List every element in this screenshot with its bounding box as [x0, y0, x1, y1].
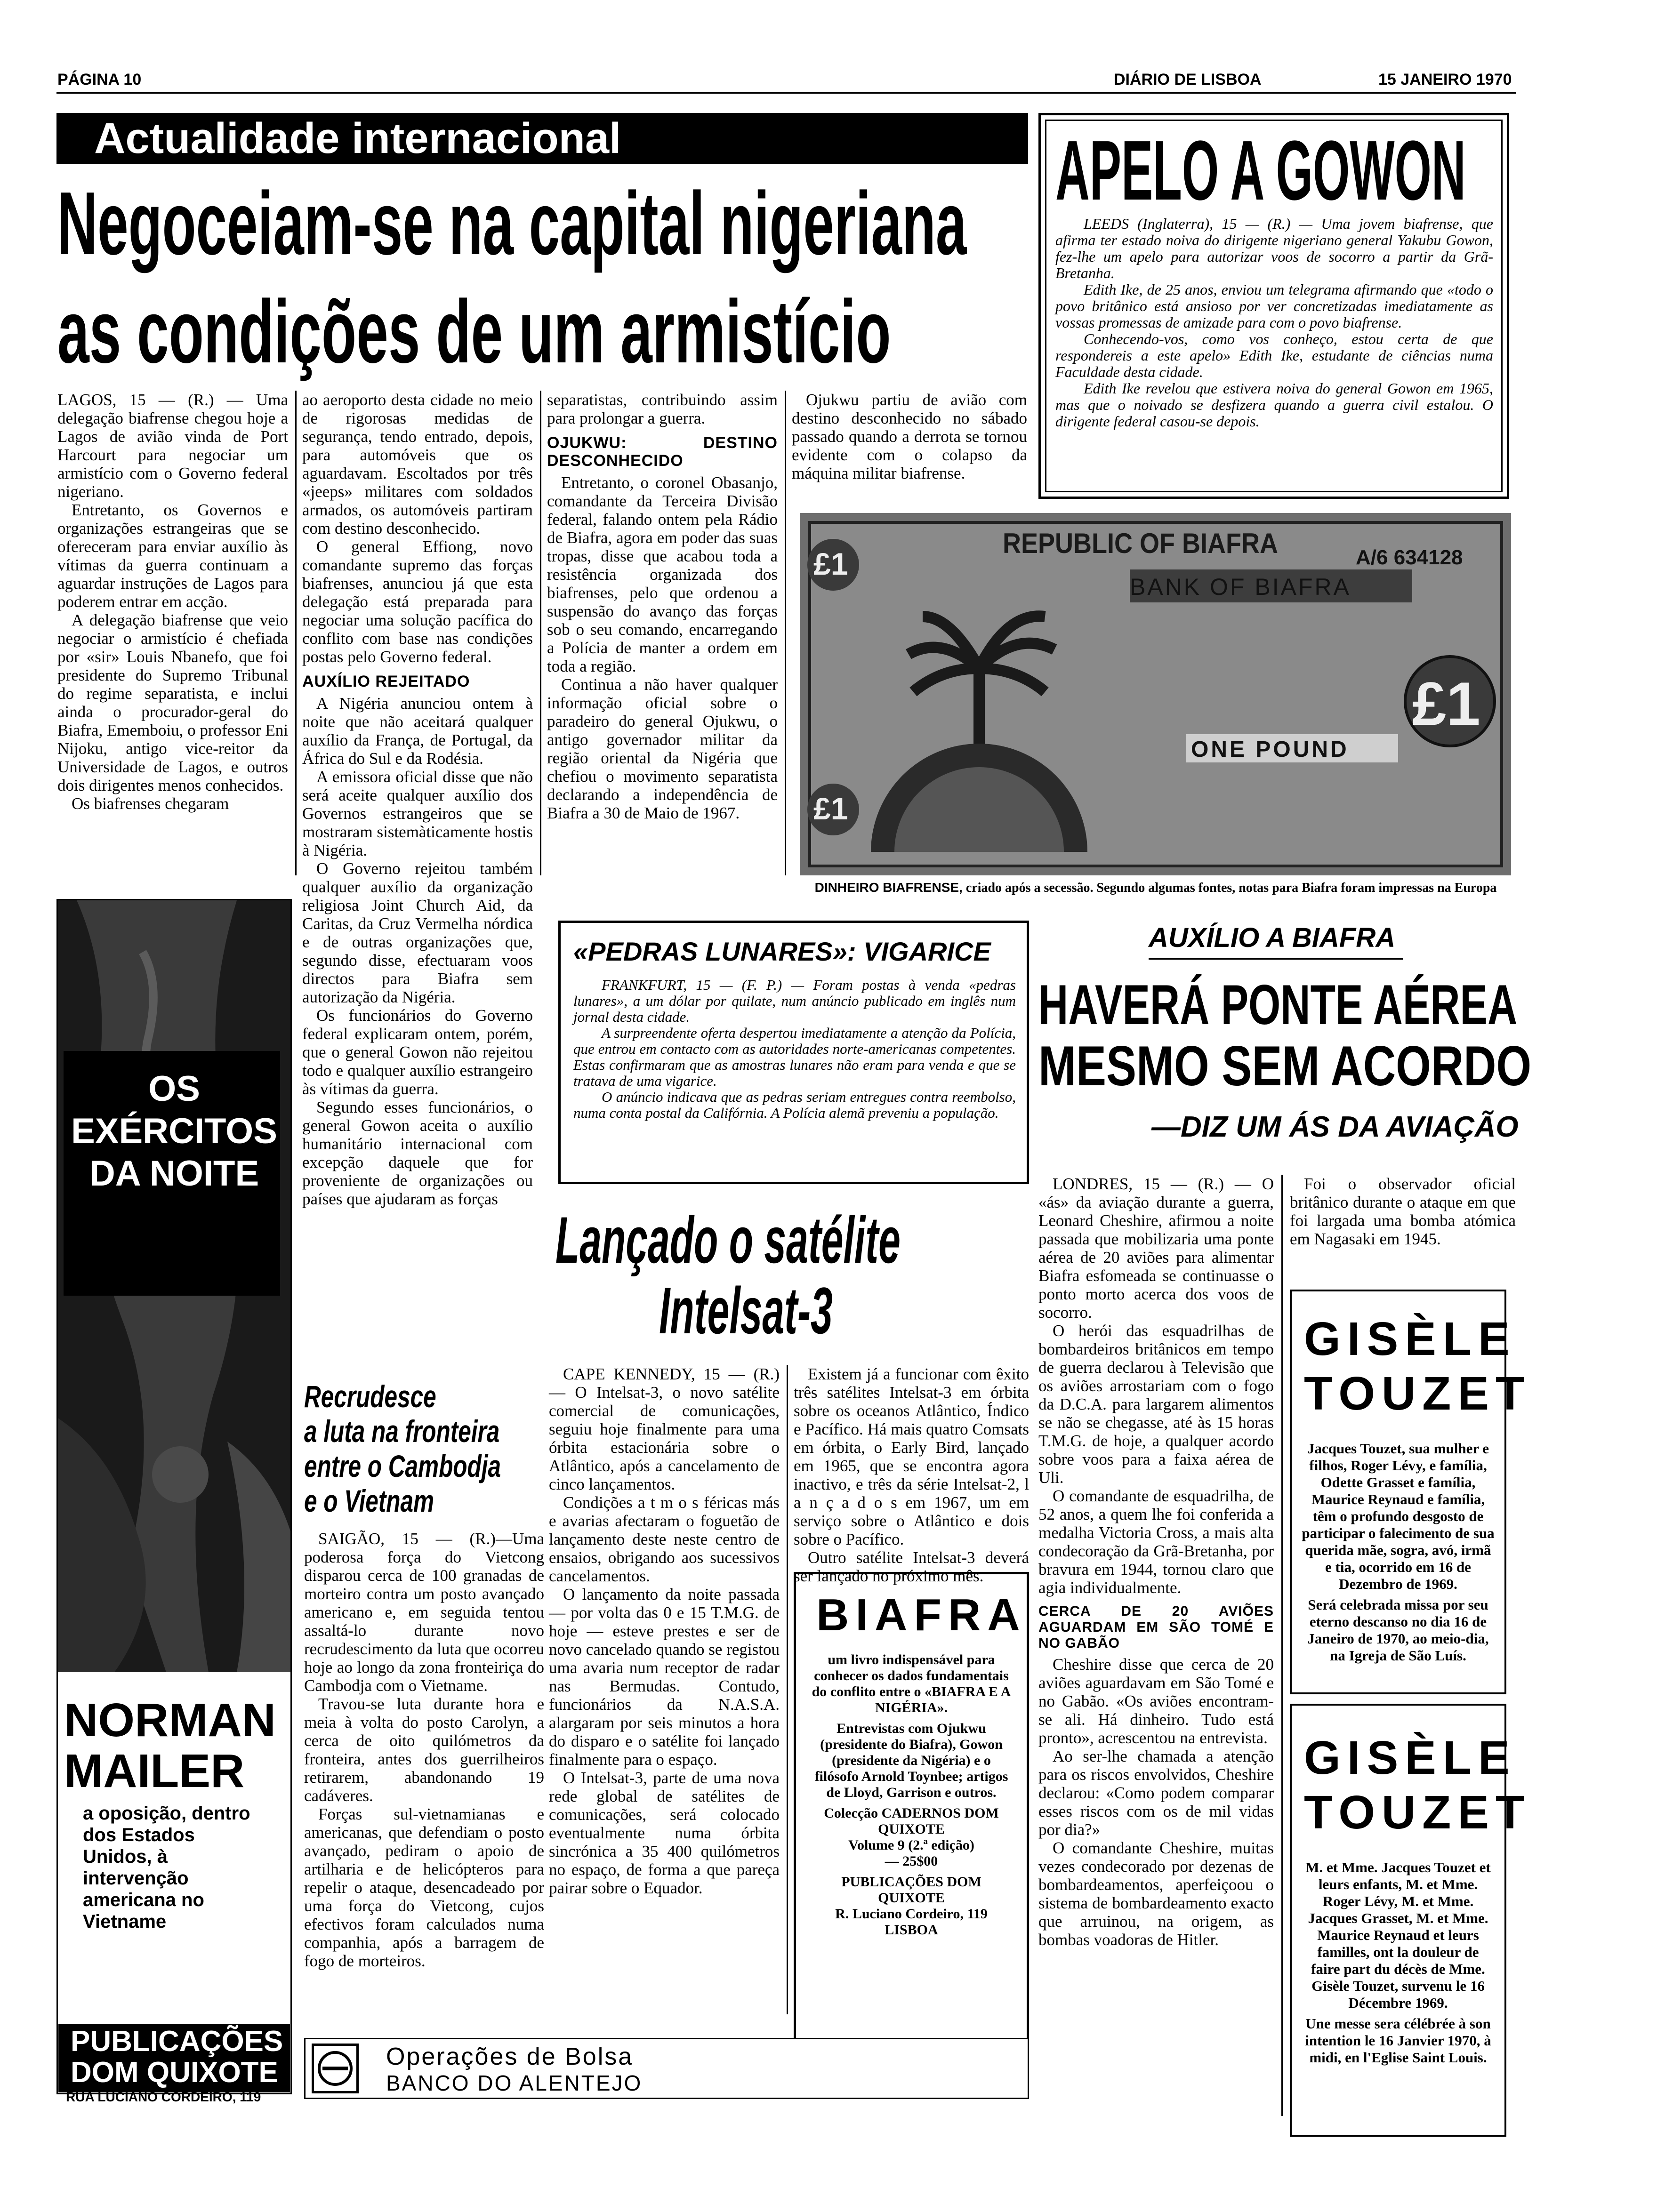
lead-paragraph: Segundo esses funcionários, o general Gowon aceita o auxílio humanitário internacional com excepção daquele que for proveniente de organizações ou países que ajudaram as forças: [302, 1098, 533, 1208]
mailer-publisher-1: PUBLICAÇÕES: [71, 2025, 283, 2058]
banknote-serial: A/6 634128: [1356, 546, 1463, 569]
section-banner-text: Actualidade internacional: [94, 114, 621, 162]
column-rule: [785, 391, 786, 875]
mailer-author-2: MAILER: [64, 1745, 245, 1797]
ponte-column-1: [1038, 1175, 1274, 1949]
cambodja-headline-2: a luta na fronteira: [304, 1414, 500, 1449]
cambodja-headline-3: entre o Cambodja: [304, 1449, 501, 1483]
lead-paragraph: Entretanto, o coronel Obasanjo, comandante da Terceira Divisão federal, falando ontem pela Rádio de Biafra, agora em poder das suas tropas, disse que acabou toda a resistência organizada dos biafrenses, pelo que ordenou a suspensão do avanço das forças sob o seu comando, encarregando a Polícia de manter a ordem em toda a região.: [547, 473, 778, 675]
apelo-paragraph: Edith Ike revelou que estivera noiva do general Gowon em 1965, mas que o noivado se desfizera quando a guerra civil estalou. O dirigente federal casou-se depois.: [1055, 380, 1493, 430]
obit-paragraph: Jacques Touzet, sua mulher e filhos, Roger Lévy, e família, Odette Grasset e família, Maurice Reynaud e família, têm o profundo desgosto de participar o falecimento de sua querida mãe, sogra, avó, irmã e tia, ocorrido em 16 de Dezembro de 1969.: [1302, 1440, 1495, 1592]
satelite-headline-line1: Lançado o satélite: [555, 1203, 901, 1277]
obit1-name2: TOUZET: [1304, 1367, 1531, 1420]
banknote-value-bottom: £1: [813, 791, 848, 826]
lead-paragraph: Entretanto, os Governos e organizações estrangeiras que se ofereceram para enviar auxílio às vítimas da guerra continuam a aguardar instruções de Lagos para poderem entrar em acção.: [57, 501, 288, 611]
ponte-column-2: [1290, 1175, 1516, 1248]
satelite-headline-line2: Intelsat-3: [659, 1274, 833, 1347]
ponte-paragraph: O herói das esquadrilhas de bombardeiros britânicos em tempo de guerra declarou à Televisão que os aviões arrostariam com o fogo da D.C.A. para largarem alimentos se não se chegasse, até às 15 horas T.M.G. de hoje, a qualquer acordo sobre voos para a faixa aérea de Uli.: [1038, 1322, 1274, 1487]
apelo-paragraph: Conhecendo-vos, como vos conheço, estou certa de que respondereis a este apelo» Edith Ike, estudante de ciências numa Faculdade desta cidade.: [1055, 330, 1493, 380]
column-rule: [787, 1365, 788, 2014]
obit2-name2: TOUZET: [1304, 1786, 1531, 1839]
lead-paragraph: Continua a não haver qualquer informação oficial sobre o paradeiro do general Ojukwu, o antigo governador militar da região oriental da Nigéria que chefiou o movimento separatista declarando a independência de Biafra a 30 de Maio de 1967.: [547, 675, 778, 822]
caption-lead: DINHEIRO BIAFRENSE,: [814, 880, 963, 895]
lead-paragraph: A delegação biafrense que veio negociar o armistício é chefiada por «sir» Louis Nbanefo, que foi presidente do Supremo Tribunal do regime separatista, e inclui ainda o procurador-geral do Biafra, Ememboiu, o professor Eni Nijoku, antigo vice-reitor da Universidade de Lagos, e outros dois dirigentes menos conhecidos.: [57, 611, 288, 794]
banknote-value-large: £1: [1412, 669, 1480, 738]
column-rule: [540, 391, 541, 875]
cambodja-article: [304, 1530, 544, 1970]
cambodja-paragraph: Travou-se luta durante hora e meia à volta do posto Carolyn, a cerca de oito quilómetros da fronteira, antes dos guerrilheiros retirarem, abandonando 19 cadáveres.: [304, 1695, 544, 1805]
ad-line: Volume 9 (2.ª edição): [848, 1837, 974, 1853]
pedras-headline: «PEDRAS LUNARES»: VIGARICE: [573, 937, 991, 966]
biafra-ad-title: BIAFRA: [816, 1590, 1027, 1640]
cambodja-paragraph: Forças sul-vietnamianas e americanas, que defendiam o posto avançado, pediram o apoio de artilharia e de helicópteros para repelir o ataque, desencadeado por uma força do Vietcong, cujos efectivos foram calculados numa companhia, após a barragem de fogo de morteiros.: [304, 1805, 544, 1970]
caption-text: criado após a secessão. Segundo algumas fontes, notas para Biafra foram impressas na Europa: [965, 881, 1497, 895]
obit2-name1: GISÈLE: [1304, 1731, 1516, 1784]
obit-paragraph: M. et Mme. Jacques Touzet et leurs enfants, M. et Mme. Roger Lévy, M. et Mme. Jacques Grasset, M. et Mme. Maurice Reynaud et leurs familles, ont la douleur de faire part du décès de Mme. Gisèle Touzet, survenu le 16 Décembre 1969.: [1305, 1859, 1491, 2011]
mailer-title-1: OS: [148, 1069, 200, 1109]
satelite-column-1: [549, 1365, 780, 1897]
lead-column-3: [547, 391, 778, 822]
ponte-paragraph: Cheshire disse que cerca de 20 aviões aguardavam em São Tomé e no Gabão. «Os aviões encontram-se ali. Há dinheiro. Tudo está pronto», acrescentou na entrevista.: [1038, 1655, 1274, 1747]
lead-subheading: OJUKWU: DESTINO DESCONHECIDO: [547, 434, 778, 470]
lead-headline-line1: Negoceiam-se na capital nigeriana: [57, 174, 967, 273]
ad-line: Entrevistas com Ojukwu (presidente do Biafra), Gowon (presidente da Nigéria) e o filósofo Arnold Toynbee; artigos de Lloyd, Garrison e outros.: [814, 1721, 1008, 1800]
obit-paragraph: Será celebrada missa por seu eterno descanso no dia 16 de Janeiro de 1970, ao meio-dia, na Igreja de São Luís.: [1307, 1596, 1489, 1664]
bank-ad-title: Operações de Bolsa: [386, 2043, 634, 2070]
satelite-paragraph: Condições a t m o s féricas más e avarias afectaram o foguetão de lançamento deste neste centro de ensaios, obrigando aos sucessivos cancelamentos.: [549, 1493, 780, 1585]
lead-paragraph: Os biafrenses chegaram: [72, 794, 229, 813]
lead-paragraph: A Nigéria anunciou ontem à noite que não aceitará qualquer auxílio da França, de Portugal, da África do Sul e da Rodésia.: [302, 694, 533, 768]
ponte-headline-line1: HAVERÁ PONTE AÉREA: [1038, 973, 1518, 1036]
satelite-paragraph: O Intelsat-3, parte de uma nova rede global de satélites de comunicações, será colocado eventualmente numa órbita sincrónica a 35 400 quilómetros no espaço, de forma a que pareça pairar sobre o Equador.: [549, 1769, 780, 1897]
column-rule: [295, 391, 297, 875]
lead-column-2: [302, 391, 533, 1208]
ad-line: LISBOA: [885, 1922, 938, 1938]
pedras-paragraph: O anúncio indicava que as pedras seriam entregues contra reembolso, numa conta postal da Califórnia. A Polícia alemã preveniu a população.: [573, 1089, 1016, 1121]
ad-line: R. Luciano Cordeiro, 119: [835, 1906, 988, 1922]
lead-paragraph: Ojukwu partiu de avião com destino desconhecido no sábado passado quando a derrota se tornou evidente com o colapso da máquina militar biafrense.: [792, 391, 1027, 482]
ad-line: um livro indispensável para conhecer os dados fundamentais do conflito entre o «BIAFRA E A NIGÉRIA».: [812, 1652, 1011, 1715]
bank-ad-name: BANCO DO ALENTEJO: [386, 2071, 643, 2095]
kicker-underline: [1149, 958, 1403, 960]
apelo-paragraph: LEEDS (Inglaterra), 15 — (R.) — Uma jovem biafrense, que afirma ter estado noiva do dirigente nigeriano general Yakubu Gowon, fez-lhe um apelo para autorizar voos de socorro a partir da Grã-Bretanha.: [1055, 215, 1493, 281]
cambodja-headline-1: Recrudesce: [304, 1379, 436, 1414]
lead-paragraph: LAGOS, 15 — (R.) — Uma delegação biafrense chegou hoje a Lagos de avião vinda de Port Harcourt para negociar um armistício com o Governo federal nigeriano.: [57, 391, 288, 501]
obit2-text: [1301, 1859, 1495, 2066]
ad-line: Colecção CADERNOS DOM QUIXOTE: [824, 1805, 999, 1837]
biafra-ad-text: [810, 1652, 1013, 1938]
lead-subheading: AUXÍLIO REJEITADO: [302, 673, 470, 690]
ponte-paragraph: Foi o observador oficial britânico durante o ataque em que foi largada uma bomba atómica em Nagasaki em 1945.: [1290, 1175, 1516, 1248]
obit1-name1: GISÈLE: [1304, 1313, 1516, 1365]
pedras-article: [573, 977, 1016, 1121]
lead-column-1: [57, 391, 288, 813]
banknote-bank: BANK OF BIAFRA: [1130, 574, 1351, 600]
cambodja-headline-4: e o Vietnam: [304, 1483, 434, 1518]
satelite-column-2: [794, 1365, 1029, 1585]
ponte-paragraph: LONDRES, 15 — (R.) — O «ás» da aviação durante a guerra, Leonard Cheshire, afirmou a noite passada que mobilizaria uma ponte aérea de 20 aviões para alimentar Biafra esfomeada se continuasse o ponto morto acerca dos voos de socorro.: [1038, 1175, 1274, 1322]
mailer-blurb: a oposição, dentro dos Estados Unidos, à intervenção americana no Vietname: [83, 1803, 250, 1932]
ponte-byline: —DIZ UM ÁS DA AVIAÇÃO: [1151, 1111, 1519, 1143]
banknote-top-text: REPUBLIC OF BIAFRA: [1003, 528, 1278, 559]
satelite-paragraph: Outro satélite Intelsat-3 deverá ser lançado no próximo mês.: [794, 1548, 1029, 1585]
apelo-paragraph: Edith Ike, de 25 anos, enviou um telegrama afirmando que «todo o povo britânico está ansioso por ver concretizadas imediatamente as vossas promessas de amizade para com o povo biafrense.: [1055, 281, 1493, 331]
lead-paragraph: O Governo rejeitou também qualquer auxílio da organização religiosa Joint Church Aid, da Caritas, da Cruz Vermelha nórdica e de outras organizações que, segundo disse, efectuaram voos directos para Biafra sem autorização da Nigéria.: [302, 859, 533, 1006]
ad-line: PUBLICAÇÕES DOM QUIXOTE: [841, 1874, 981, 1906]
mailer-title-3: DA NOITE: [89, 1154, 259, 1194]
obit-paragraph: Une messe sera célébrée à son intention le 16 Janvier 1970, à midi, en l'Eglise Saint Louis.: [1305, 2015, 1491, 2066]
satelite-paragraph: Existem já a funcionar com êxito três satélites Intelsat-3 em órbita sobre os oceanos Atlântico, Índico e Pacífico. Há mais quatro Comsats em órbita, o Early Bird, lançado em 1965, que se encontra agora inactivo, e três da série Intelsat-2, l a n ç a d o s em 1967, um em serviço sobre o Atlântico e dois sobre o Pacífico.: [794, 1365, 1029, 1548]
banknote-photo: [800, 513, 1511, 875]
column-rule: [1281, 1175, 1283, 2116]
page-number: PÁGINA 10: [57, 71, 142, 88]
newspaper-name: DIÁRIO DE LISBOA: [1114, 71, 1262, 88]
banknote-words: ONE POUND: [1191, 737, 1349, 762]
mailer-title-2: EXÉRCITOS: [71, 1111, 277, 1151]
apelo-article: [1055, 216, 1493, 430]
issue-date: 15 JANEIRO 1970: [1378, 71, 1512, 88]
ponte-kicker: AUXÍLIO A BIAFRA: [1149, 922, 1396, 953]
lead-paragraph: Os funcionários do Governo federal explicaram ontem, porém, que o general Gowon não rejeitou todo e qualquer auxílio estrangeiro às vítimas da guerra.: [302, 1006, 533, 1098]
pedras-paragraph: FRANKFURT, 15 — (F. P.) — Foram postas à venda «pedras lunares», a um dólar por quilate, num anúncio publicado em inglês num jornal desta cidade.: [573, 977, 1016, 1025]
mailer-author-1: NORMAN: [64, 1694, 276, 1747]
ponte-subheading: CERCA DE 20 AVIÕES AGUARDAM EM SÃO TOMÉ E NO GABÃO: [1038, 1603, 1274, 1651]
obit1-text: [1301, 1440, 1495, 1664]
lead-paragraph: ao aeroporto desta cidade no meio de rigorosas medidas de segurança, tendo entrado, depois, para automóveis que os aguardavam. Escoltados por três «jeeps» militares com soldados armados, os automóveis partiram com destino desconhecido.: [302, 391, 533, 537]
cambodja-paragraph: SAIGÃO, 15 — (R.)—Uma poderosa força do Vietcong disparou cerca de 100 granadas de morteiro contra um posto avançado americano e, em seguida tentou assaltá-lo durante novo recrudescimento da luta que ocorreu hoje ao longo da zona fronteiriça do Cambodja com o Vietname.: [304, 1530, 544, 1695]
pedras-paragraph: A surpreendente oferta despertou imediatamente a atenção da Polícia, que entrou em contacto com as autoridades norte-americanas competentes. Estas confirmaram que as amostras lunares não eram para venda e que se tratava de uma vigarice.: [573, 1025, 1016, 1089]
satelite-paragraph: O lançamento da noite passada — por volta das 0 e 15 T.M.G. de hoje — esteve prestes e ser de novo cancelado quando se registou uma avaria num receptor de radar nas Bermudas. Contudo, funcionários da N.A.S.A. alargaram por seis minutos a hora do disparo e o satélite foi lançado finalmente para o espaço.: [549, 1585, 780, 1769]
header-rule: [56, 92, 1516, 94]
apelo-headline: APELO A GOWON: [1055, 123, 1466, 218]
ponte-headline-line2: MESMO SEM ACORDO: [1038, 1034, 1532, 1098]
ad-line: — 25$00: [885, 1853, 938, 1869]
ponte-paragraph: O comandante Cheshire, muitas vezes condecorado por dezenas de bombardeamentos, aperfeiçoou o sistema de bombardeamento exacto que arruinou, na origem, as bombas voadoras de Hitler.: [1038, 1839, 1274, 1949]
lead-paragraph: separatistas, contribuindo assim para prolongar a guerra.: [547, 391, 778, 427]
lead-paragraph: O general Effiong, novo comandante supremo das forças biafrenses, anunciou já que esta delegação está preparada para negociar uma solução pacífica do conflito com base nas condições postas pelo Governo federal.: [302, 537, 533, 666]
mailer-address: RUA LUCIANO CORDEIRO, 119: [66, 2090, 261, 2104]
ponte-paragraph: O comandante de esquadrilha, de 52 anos, a quem lhe foi conferida a medalha Victoria Cross, a mais alta condecoração da Grã-Bretanha, por bravura em 1944, tornou claro que agia individualmente.: [1038, 1487, 1274, 1597]
mailer-publisher-2: DOM QUIXOTE: [71, 2056, 278, 2089]
banknote-value-top: £1: [813, 546, 848, 581]
lead-headline-line2: as condições de um armistício: [57, 282, 891, 382]
lead-column-4: [792, 391, 1027, 482]
ponte-paragraph: Ao ser-lhe chamada a atenção para os riscos envolvidos, Cheshire declarou: «Como podem comparar esses riscos com os de mil vidas por dia?»: [1038, 1747, 1274, 1839]
lead-paragraph: A emissora oficial disse que não será aceite qualquer auxílio dos Governos estrangeiros que se mostraram sistemàticamente hostis à Nigéria.: [302, 768, 533, 859]
banknote-caption: [800, 880, 1511, 896]
bank-logo-icon: [312, 2044, 359, 2093]
satelite-paragraph: CAPE KENNEDY, 15 — (R.) — O Intelsat-3, o novo satélite comercial de comunicações, seguiu hoje finalmente para uma órbita estacionária sobre o Atlântico, após a cancelamento de cinco lançamentos.: [549, 1365, 780, 1493]
